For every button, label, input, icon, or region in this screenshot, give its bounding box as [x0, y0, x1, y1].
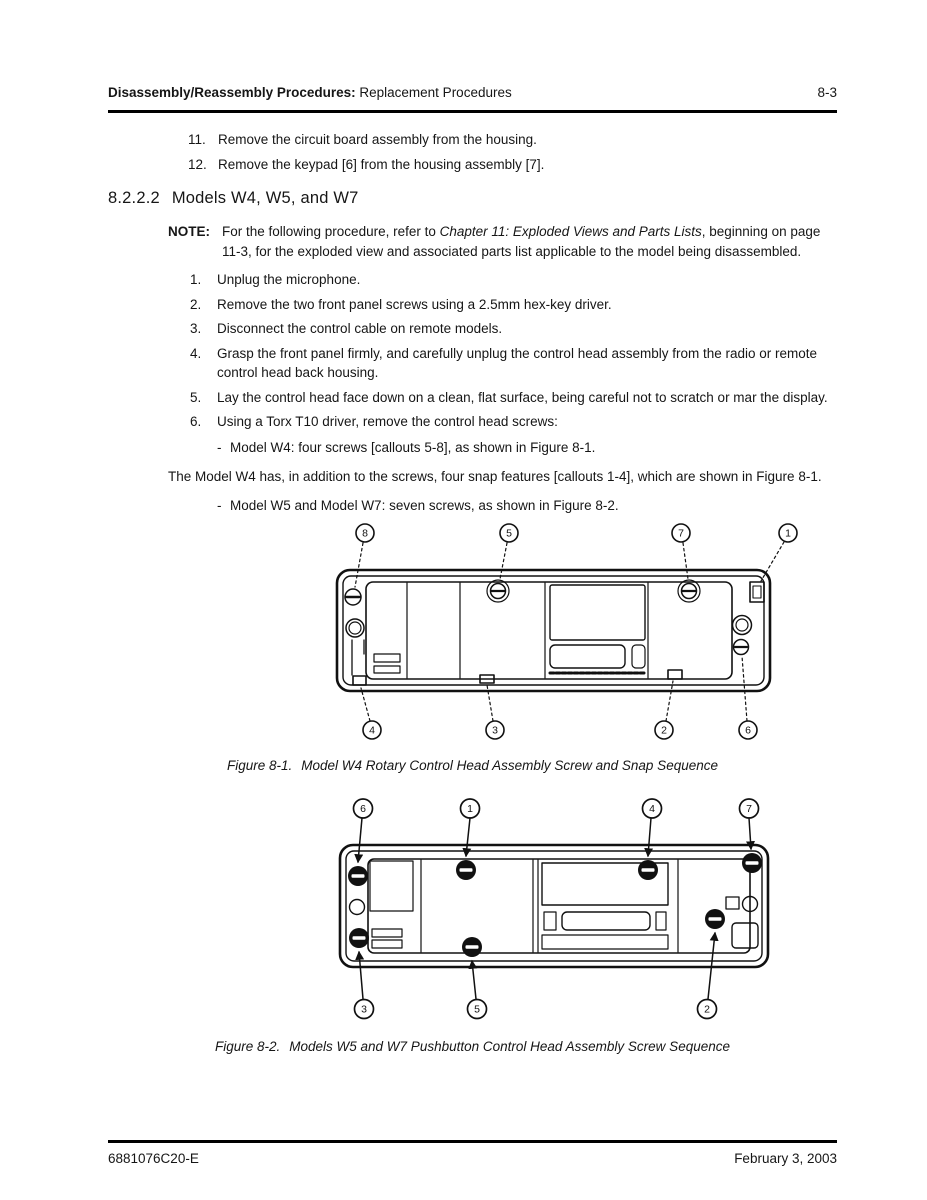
- figure-caption-label: Figure 8-1.: [227, 758, 293, 773]
- callout-badges: [354, 799, 759, 1019]
- list-item: [190, 412, 837, 432]
- footer-date: February 3, 2003: [734, 1151, 837, 1166]
- list-item: [190, 270, 837, 290]
- bullet-marker: -: [217, 497, 222, 513]
- header-title-bold: Disassembly/Reassembly Procedures:: [108, 85, 356, 100]
- inner-tray-outline: [366, 582, 732, 679]
- figure-caption: [108, 1038, 837, 1056]
- callout-number: 1: [467, 803, 473, 816]
- connector-slot-small: [632, 645, 645, 668]
- step-number: 11.: [188, 132, 206, 147]
- step-number: 1.: [190, 272, 202, 287]
- callout-number: 6: [745, 724, 751, 737]
- callout-number: 7: [678, 527, 684, 540]
- snap-1-tab: [750, 582, 764, 602]
- callout-number: 1: [785, 527, 791, 540]
- section-heading: [108, 189, 837, 208]
- step-number: 3.: [190, 321, 202, 336]
- callout-number: 4: [369, 724, 375, 737]
- left-snap-rib: [372, 940, 402, 948]
- sub-bullet: [217, 438, 837, 458]
- list-item: [190, 388, 837, 408]
- figure-caption: [108, 757, 837, 775]
- step-text: Disconnect the control cable on remote models.: [217, 321, 503, 336]
- display-window: [550, 585, 645, 640]
- header-title: [108, 84, 512, 101]
- list-item: [190, 319, 837, 339]
- step-number: 5.: [190, 389, 202, 405]
- figure-caption-text: Model W4 Rotary Control Head Assembly Screw and Snap Sequence: [301, 758, 718, 773]
- procedure-step-list: [190, 270, 837, 432]
- callout-number: 2: [704, 1003, 710, 1016]
- list-item: [188, 130, 837, 149]
- header-title-regular: Replacement Procedures: [355, 85, 512, 100]
- continued-step-list: [188, 130, 837, 174]
- left-snap-rib: [374, 666, 400, 673]
- step-text: Remove the circuit board assembly from the housing.: [218, 132, 537, 147]
- inner-tray-outline: [368, 859, 750, 953]
- step-number: 4.: [190, 345, 202, 361]
- left-connector-hole: [350, 900, 365, 915]
- step-text: Remove the keypad [6] from the housing assembly [7].: [218, 157, 545, 172]
- page-number: 8-3: [817, 85, 837, 100]
- callout-number: 5: [474, 1003, 480, 1016]
- step-number: 12.: [188, 157, 207, 172]
- step-text: Unplug the microphone.: [217, 272, 361, 287]
- note-label: NOTE:: [168, 224, 210, 239]
- callout-number: 2: [661, 724, 667, 737]
- figure-8-2-drawing: [330, 797, 800, 1029]
- sub-bullet: [217, 496, 837, 516]
- control-head-inner-outline: [343, 576, 764, 685]
- list-item: [188, 155, 837, 174]
- left-snap-rib: [374, 654, 400, 662]
- footer-rule: [108, 1140, 837, 1143]
- bullet-text: Model W5 and Model W7: seven screws, as shown in Figure 8-2.: [230, 497, 619, 513]
- snap-2-tab: [668, 670, 682, 679]
- callout-number: 7: [746, 803, 752, 816]
- header-rule: [108, 110, 837, 113]
- callout-number: 5: [506, 527, 512, 540]
- figure-caption-text: Models W5 and W7 Pushbutton Control Head Assembly Screw Sequence: [289, 1039, 730, 1054]
- connector-slot: [550, 645, 625, 668]
- step-number: 2.: [190, 296, 202, 312]
- note-block: [168, 222, 837, 261]
- figure-8-1-drawing: [330, 518, 800, 750]
- footer-doc-number: 6881076C20-E: [108, 1151, 199, 1166]
- figure-8-1: [330, 518, 837, 755]
- step-number: 6.: [190, 414, 202, 429]
- step-text: Lay the control head face down on a clean, flat surface, being careful not to scratch or mar the display.: [217, 389, 828, 405]
- list-item: [190, 344, 837, 383]
- section-number: 8.2.2.2: [108, 189, 160, 207]
- callout-number: 3: [361, 1003, 367, 1016]
- page-footer: [108, 1131, 837, 1166]
- note-text: For the following procedure, refer to Chapter 11: Exploded Views and Parts Lists, beginning on page 11-3, for the exploded view and associated parts list applicable to the model being disassembled.: [222, 224, 821, 259]
- callout-number: 4: [649, 803, 655, 816]
- section-title: Models W4, W5, and W7: [171, 189, 359, 207]
- connector-slot: [562, 912, 650, 930]
- left-snap-rib: [372, 929, 402, 937]
- right-connector-hole: [733, 616, 752, 635]
- callout-number: 8: [362, 527, 368, 540]
- page-header: [108, 84, 837, 101]
- figure-8-2: [330, 797, 837, 1034]
- callout-number: 6: [360, 803, 366, 816]
- bullet-text: Model W4: four screws [callouts 5-8], as shown in Figure 8-1.: [230, 439, 596, 455]
- figure-caption-label: Figure 8-2.: [214, 1039, 281, 1054]
- step-text: Remove the two front panel screws using a 2.5mm hex-key driver.: [217, 296, 612, 312]
- callout-badges: [356, 524, 797, 739]
- control-head-inner-outline: [346, 851, 762, 961]
- step-text: Using a Torx T10 driver, remove the control head screws:: [217, 414, 558, 429]
- list-item: [190, 295, 837, 315]
- body-paragraph: The Model W4 has, in addition to the screws, four snap features [callouts 1-4], which are shown in Figure 8-1.: [168, 469, 822, 484]
- bullet-marker: -: [217, 439, 222, 455]
- step-text: Grasp the front panel firmly, and carefully unplug the control head assembly from the radio or remote control head back housing.: [217, 345, 818, 380]
- callout-number: 3: [492, 724, 498, 737]
- note-reference: Chapter 11: Exploded Views and Parts Lists: [439, 224, 702, 239]
- snap-4-tab: [353, 676, 366, 685]
